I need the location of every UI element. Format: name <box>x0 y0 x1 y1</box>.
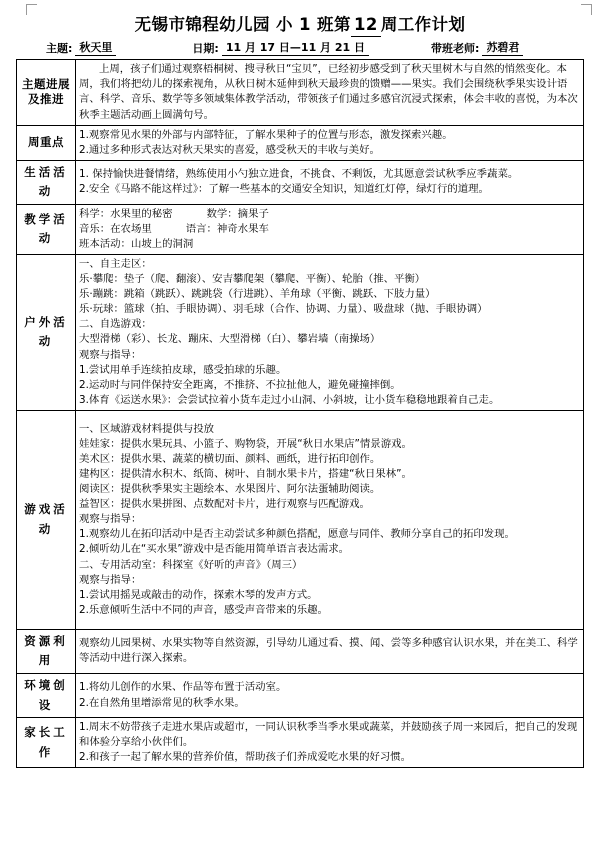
outdoor-observe-title: 观察与指导： <box>79 348 142 361</box>
row-label-resource-use: 资源利用 <box>17 629 76 673</box>
outdoor-section1-line: 乐·蹦跳：跳箱（跳跃）、跳跳袋（行进跳）、羊角球（平衡、跳跃、下肢力量） <box>79 288 436 301</box>
weekly-plan-table <box>16 59 584 768</box>
meta-date-value: 11 月 17 日—11 月 21 日 <box>222 39 369 56</box>
environment-line: 2.在自然角里增添常见的秋季水果。 <box>79 696 245 709</box>
page-title-suffix: 周工作计划 <box>380 15 466 34</box>
row-label-environment: 环境创设 <box>17 673 76 717</box>
row-label-week-focus: 周重点 <box>17 125 76 160</box>
environment-line: 1.将幼儿创作的水果、作品等布置于活动室。 <box>79 681 287 694</box>
row-label-theme-progress: 主题进展及推进 <box>17 60 76 125</box>
outdoor-observe-line: 3.体育《运送水果》：会尝试拉着小货车走过小山洞、小斜坡，让小货车稳稳地跟着自己走。 <box>79 393 500 406</box>
outdoor-observe-line: 1.尝试用单手连续拍皮球，感受拍球的乐趣。 <box>79 363 287 376</box>
row-label-parent-work: 家长工作 <box>17 718 76 768</box>
game-observe2-line: 1.尝试用摇晃或敲击的动作，探索木琴的发声方式。 <box>79 588 318 601</box>
table-row-game-activity <box>17 410 584 629</box>
table-row-week-focus <box>17 125 584 160</box>
game-section2-title: 二、专用活动室：科探室《好听的声音》（周三） <box>79 558 303 571</box>
game-section1-line: 益智区：提供水果拼图、点数配对卡片，进行观察与匹配游戏。 <box>79 498 370 511</box>
teaching-subject-math: 数学：摘果子 <box>206 207 269 220</box>
document-meta <box>8 39 592 56</box>
game-observe2-line: 2.乐意倾听生活中不同的声音，感受声音带来的乐趣。 <box>79 603 328 616</box>
outdoor-section2-title: 二、自选游戏： <box>79 318 152 331</box>
week-focus-line: 1.观察常见水果的外部与内部特征，了解水果种子的位置与形态，激发探索兴趣。 <box>79 128 453 141</box>
theme-progress-paragraph: 上周，孩子们通过观察梧桐树、搜寻秋日“宝贝”，已经初步感受到了秋天里树木与自然的悄然变化。本周，我们将把幼儿的探索视角，从秋日树木延伸到秋天最珍贵的馈赠——果实。我们会围绕秋季果实设计语言、科学、音乐、数学等多领域集体教学活动，带领孩子们通过多感官沉浸式探索，体会丰收的喜悦，为本次秋季主题活动画上圆满句号。 <box>79 63 578 121</box>
crop-mark-top-right <box>581 4 592 15</box>
teaching-subject-science: 科学：水果里的秘密 <box>79 207 173 220</box>
row-content-theme-progress <box>76 60 584 125</box>
row-content-outdoor-activity <box>76 255 584 411</box>
row-content-game-activity <box>76 410 584 629</box>
week-number-blank: 12 <box>351 14 381 37</box>
row-content-life-activity <box>76 160 584 204</box>
game-section1-title: 一、区域游戏材料提供与投放 <box>79 422 215 435</box>
life-activity-line: 1. 保持愉快进餐情绪，熟练使用小勺独立进食，不挑食、不剩饭，尤其愿意尝试秋季应季蔬菜。 <box>79 168 519 181</box>
meta-teacher-label: 带班老师: <box>431 42 480 56</box>
table-row-theme-progress <box>17 60 584 125</box>
parent-work-line: 1.周末不妨带孩子走进水果店或超市，一同认识秋季当季水果或蔬菜，并鼓励孩子周一来园后，把自己的发现和体验分享给小伙伴们。 <box>79 721 578 749</box>
table-row-resource-use <box>17 629 584 673</box>
outdoor-section2-line: 大型滑梯（彩）、长龙、蹦床、大型滑梯（白）、攀岩墙（南操场） <box>79 333 381 346</box>
outdoor-section1-line: 乐·攀爬：垫子（爬、翻滚）、安吉攀爬架（攀爬、平衡）、轮胎（推、平衡） <box>79 273 426 286</box>
row-label-outdoor-activity: 户外活动 <box>17 255 76 411</box>
outdoor-section1-line: 乐·玩球：篮球（拍、手眼协调）、羽毛球（合作、协调、力量）、吸盘球（抛、手眼协调） <box>79 303 488 316</box>
row-label-game-activity: 游戏活动 <box>17 410 76 629</box>
table-row-life-activity <box>17 160 584 204</box>
crop-mark-top-left <box>26 4 37 15</box>
meta-teacher <box>431 39 523 56</box>
game-observe2-title: 观察与指导： <box>79 573 142 586</box>
game-section1-line: 美术区：提供水果、蔬菜的横切面、颜料、画纸，进行拓印创作。 <box>79 453 381 465</box>
meta-theme <box>46 39 116 56</box>
page-title-prefix: 无锡市锦程幼儿园 小 1 班第 <box>134 15 351 34</box>
table-row-parent-work <box>17 718 584 768</box>
row-label-life-activity: 生活活动 <box>17 160 76 204</box>
teaching-subject-language: 语言：神奇水果车 <box>185 222 269 235</box>
game-section1-line: 阅读区：提供秋季果实主题绘本、水果图片、阿尔法蛋辅助阅读。 <box>79 483 381 496</box>
game-section1-line: 建构区：提供清水积木、纸筒、树叶、自制水果卡片，搭建“秋日果林”。 <box>79 468 412 481</box>
outdoor-section1-title: 一、自主走区： <box>79 258 152 271</box>
teaching-line-3: 班本活动：山坡上的洞洞 <box>79 237 194 250</box>
game-observe1-line: 1.观察幼儿在拓印活动中是否主动尝试多种颜色搭配，愿意与同伴、教师分享自己的拓印发现。 <box>79 528 515 541</box>
game-observe1-line: 2.倾听幼儿在“买水果”游戏中是否能用简单语言表达需求。 <box>79 543 350 556</box>
teaching-subject-music: 音乐：在农场里 <box>79 222 152 235</box>
game-spacer-bottom <box>79 618 580 627</box>
table-row-outdoor-activity <box>17 255 584 411</box>
table-row-teaching-activity <box>17 204 584 254</box>
row-content-environment <box>76 673 584 717</box>
table-row-environment <box>17 673 584 717</box>
game-observe1-title: 观察与指导： <box>79 513 142 526</box>
meta-theme-label: 主题: <box>46 42 73 56</box>
teaching-line-2 <box>79 222 580 237</box>
week-focus-line: 2.通过多种形式表达对秋天果实的喜爱，感受秋天的丰收与美好。 <box>79 143 380 156</box>
game-spacer-top <box>79 413 580 422</box>
parent-work-line: 2.和孩子一起了解水果的营养价值，帮助孩子们养成爱吃水果的好习惯。 <box>79 751 412 764</box>
teaching-line-1 <box>79 207 580 222</box>
row-label-teaching-activity: 教学活动 <box>17 204 76 254</box>
meta-date <box>192 39 369 56</box>
meta-date-label: 日期: <box>192 42 219 56</box>
row-content-resource-use <box>76 629 584 673</box>
row-content-parent-work <box>76 718 584 768</box>
row-content-week-focus <box>76 125 584 160</box>
game-section1-line: 娃娃家：提供水果玩具、小篮子、购物袋，开展“秋日水果店”情景游戏。 <box>79 437 412 450</box>
resource-use-line: 观察幼儿园果树、水果实物等自然资源，引导幼儿通过看、摸、闻、尝等多种感官认识水果，并在美工、科学等活动中进行深入探索。 <box>79 637 578 665</box>
outdoor-observe-line: 2.运动时与同伴保持安全距离，不推挤、不拉扯他人，避免碰撞摔倒。 <box>79 378 401 391</box>
meta-teacher-value: 苏碧君 <box>482 39 523 56</box>
meta-theme-value: 秋天里 <box>75 39 116 56</box>
life-activity-line: 2.安全《马路不能这样过》：了解一些基本的交通安全知识，知道红灯停，绿灯行的道理。 <box>79 183 489 196</box>
page-title <box>8 14 592 37</box>
row-content-teaching-activity <box>76 204 584 254</box>
